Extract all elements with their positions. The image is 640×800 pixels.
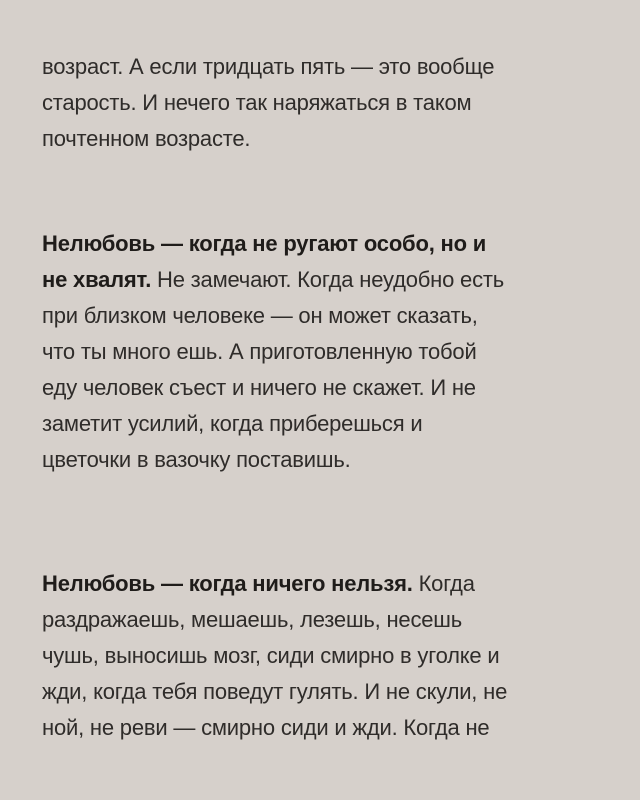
text-line xyxy=(42,85,602,121)
line-text: жди, когда тебя поведут гулять. И не скули, не xyxy=(42,679,508,704)
heading-phrase: не хвалят. xyxy=(42,267,152,292)
paragraph-age xyxy=(42,49,602,157)
text-line xyxy=(42,566,602,602)
line-text: при близком человеке — он может сказать, xyxy=(42,303,478,328)
text-line xyxy=(42,49,602,85)
text-line xyxy=(42,710,602,746)
text-line xyxy=(42,406,602,442)
text-line xyxy=(42,442,602,478)
paragraph-no-praise xyxy=(42,226,602,478)
line-text: что ты много ешь. А приготовленную тобой xyxy=(42,339,477,364)
text-line xyxy=(42,298,602,334)
line-text: цветочки в вазочку поставишь. xyxy=(42,447,351,472)
line-text: чушь, выносишь мозг, сиди смирно в уголке и xyxy=(42,643,500,668)
text-line xyxy=(42,674,602,710)
line-text: раздражаешь, мешаешь, лезешь, несешь xyxy=(42,607,463,632)
line-text: еду человек съест и ничего не скажет. И не xyxy=(42,375,476,400)
line-text: заметит усилий, когда приберешься и xyxy=(42,411,423,436)
line-text: Когда xyxy=(412,571,475,596)
text-line xyxy=(42,638,602,674)
heading-phrase: Нелюбовь — когда ничего нельзя. xyxy=(42,571,413,596)
line-text: возраст. А если тридцать пять — это вообще xyxy=(42,54,495,79)
text-line xyxy=(42,262,602,298)
text-line xyxy=(42,121,602,157)
line-text: старость. И нечего так наряжаться в таком xyxy=(42,90,472,115)
text-line xyxy=(42,602,602,638)
line-text: ной, не реви — смирно сиди и жди. Когда не xyxy=(42,715,490,740)
heading-phrase: Нелюбовь — когда не ругают особо, но и xyxy=(42,231,487,256)
line-text: почтенном возрасте. xyxy=(42,126,251,151)
text-line xyxy=(42,370,602,406)
line-text: Не замечают. Когда неудобно есть xyxy=(151,267,505,292)
text-line xyxy=(42,334,602,370)
text-line xyxy=(42,226,602,262)
paragraph-nothing-allowed xyxy=(42,566,602,746)
